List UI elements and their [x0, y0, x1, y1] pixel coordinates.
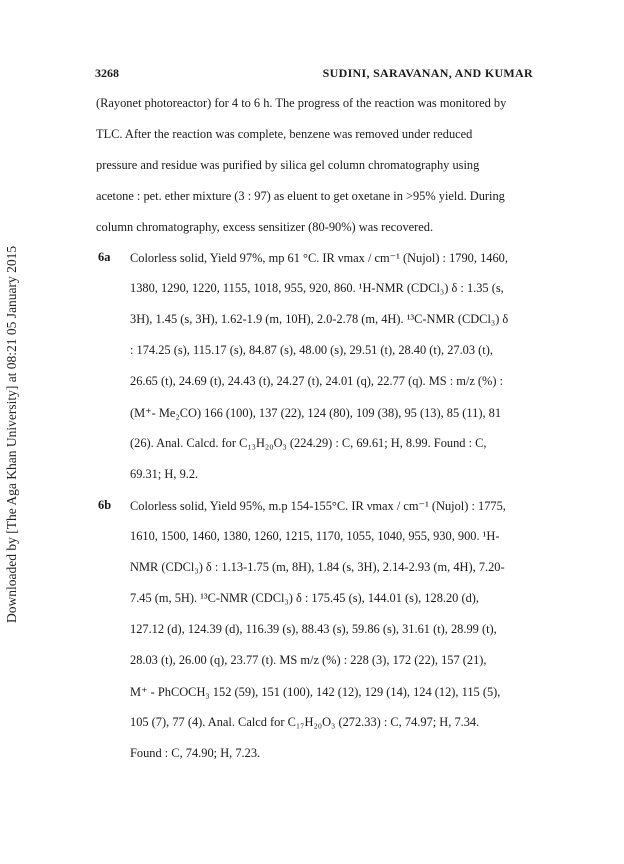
intro-line-2: TLC. After the reaction was complete, benzene was removed under reduced	[96, 127, 473, 141]
compound-6a-line: Colorless solid, Yield 97%, mp 61 °C. IR νmax / cm⁻¹ (Nujol) : 1790, 1460,	[130, 251, 508, 265]
compound-6b-line: Colorless solid, Yield 95%, m.p 154-155°C. IR νmax / cm⁻¹ (Nujol) : 1775,	[130, 499, 506, 513]
compound-6b-line: 7.45 (m, 5H). ¹³C-NMR (CDCl₃) δ : 175.45 (s), 144.01 (s), 128.20 (d),	[130, 591, 480, 605]
compound-6b-line: 105 (7), 77 (4). Anal. Calcd for C₁₇H₂₀O₃ (272.33) : C, 74.97; H, 7.34.	[130, 715, 480, 729]
intro-line-5: column chromatography, excess sensitizer (80-90%) was recovered.	[96, 220, 434, 234]
running-head: SUDINI, SARAVANAN, AND KUMAR	[322, 66, 533, 80]
compound-6a-line: 26.65 (t), 24.69 (t), 24.43 (t), 24.27 (t), 24.01 (q), 22.77 (q). MS : m/z (%) :	[130, 374, 504, 388]
compound-6b-line: M⁺ - PhCOCH₃ 152 (59), 151 (100), 142 (12), 129 (14), 124 (12), 115 (5),	[130, 685, 501, 699]
compound-6b-label: 6b	[98, 498, 112, 512]
compound-6a-line: 3H), 1.45 (s, 3H), 1.62-1.9 (m, 10H), 2.0-2.78 (m, 4H). ¹³C-NMR (CDCl₃) δ	[130, 312, 509, 326]
page-number: 3268	[95, 66, 119, 80]
compound-6b-line: 127.12 (d), 124.39 (d), 116.39 (s), 88.43 (s), 59.86 (s), 31.61 (t), 28.99 (t),	[130, 622, 497, 636]
compound-6a-line: (26). Anal. Calcd. for C₁₃H₂₀O₃ (224.29) : C, 69.61; H, 8.99. Found : C,	[130, 436, 487, 450]
intro-line-3: pressure and residue was purified by silica gel column chromatography using	[96, 158, 480, 172]
compound-6a-label: 6a	[98, 250, 111, 264]
compound-6a-line: : 174.25 (s), 115.17 (s), 84.87 (s), 48.00 (s), 29.51 (t), 28.40 (t), 27.03 (t),	[130, 343, 493, 357]
compound-6b-line: NMR (CDCl₃) δ : 1.13-1.75 (m, 8H), 1.84 (s, 3H), 2.14-2.93 (m, 4H), 7.20-	[130, 560, 505, 574]
intro-line-4: acetone : pet. ether mixture (3 : 97) as eluent to get oxetane in >95% yield. During	[96, 189, 505, 203]
compound-6a-line: (M⁺- Me₂CO) 166 (100), 137 (22), 124 (80), 109 (38), 95 (13), 85 (11), 81	[130, 406, 502, 420]
compound-6a-line: 1380, 1290, 1220, 1155, 1018, 955, 920, 860. ¹H-NMR (CDCl₃) δ : 1.35 (s,	[130, 281, 504, 295]
compound-6b-line: 28.03 (t), 26.00 (q), 23.77 (t). MS m/z (%) : 228 (3), 172 (22), 157 (21),	[130, 653, 487, 667]
download-watermark: Downloaded by [The Aga Khan University] at 08:21 05 January 2015	[4, 245, 19, 623]
compound-6b-line: Found : C, 74.90; H, 7.23.	[130, 746, 261, 760]
intro-line-1: (Rayonet photoreactor) for 4 to 6 h. The progress of the reaction was monitored by	[96, 96, 507, 110]
compound-6b-line: 1610, 1500, 1460, 1380, 1260, 1215, 1170, 1055, 1040, 955, 930, 900. ¹H-	[130, 529, 500, 543]
compound-6a-line: 69.31; H, 9.2.	[130, 467, 199, 481]
